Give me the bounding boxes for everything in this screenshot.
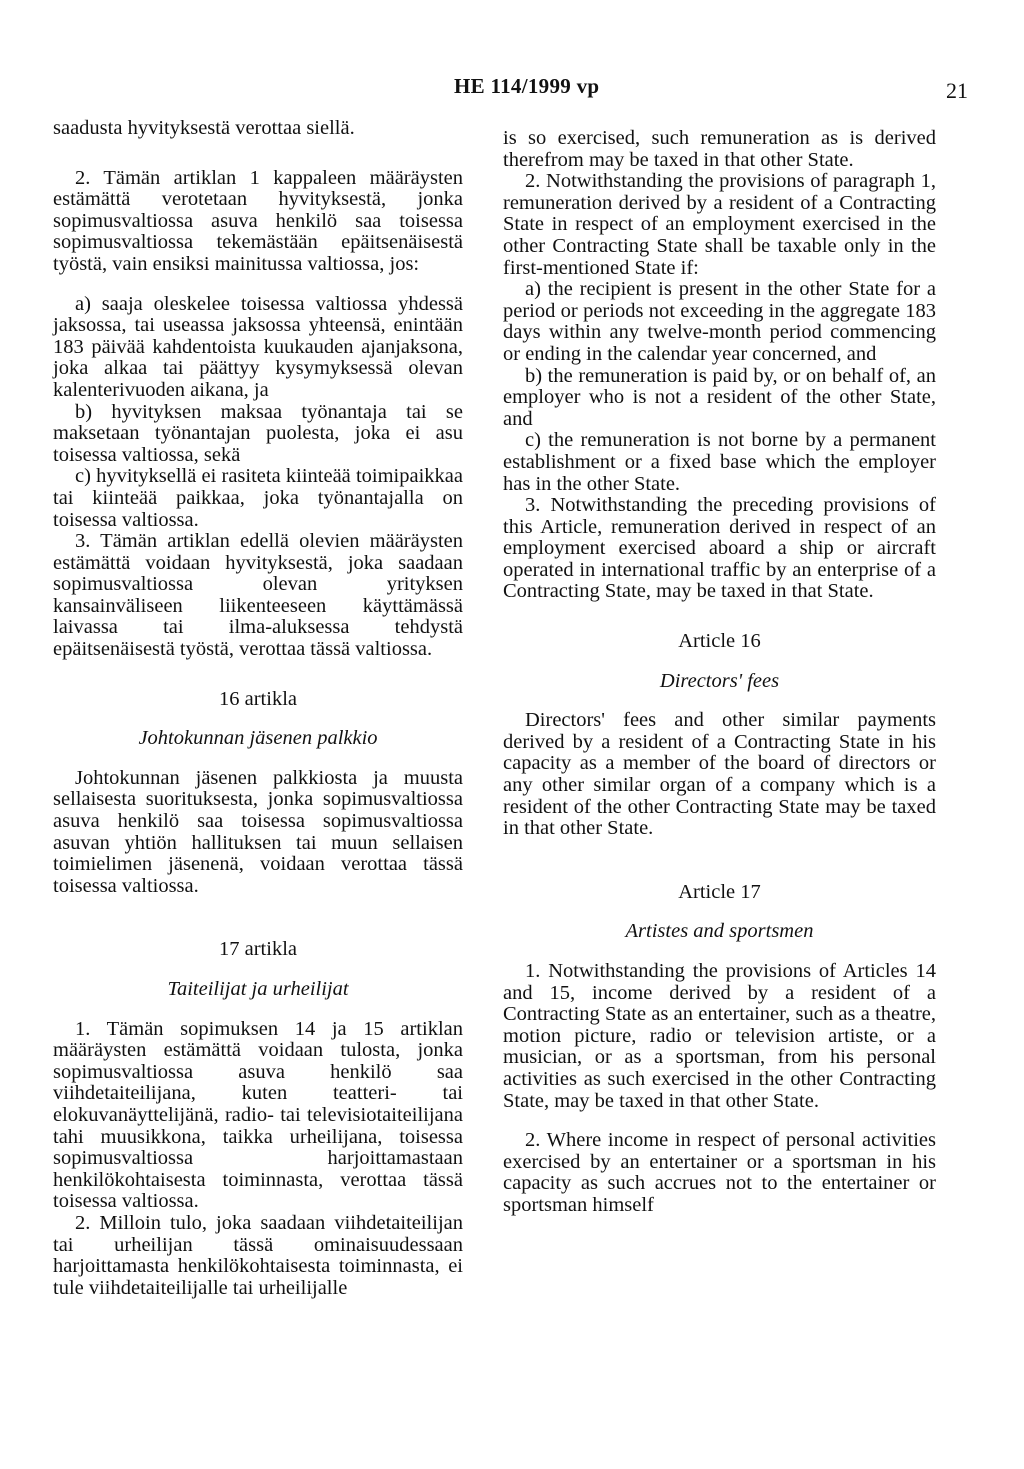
page-number: 21 bbox=[946, 78, 968, 103]
finnish-column bbox=[53, 110, 463, 1299]
article-17-heading: 17 artikla bbox=[219, 938, 297, 961]
paragraph-art15-2: 2. Notwithstanding the provisions of paragraph 1, remuneration derived by a resident of a Contracting State in respect of an employment exercised in the other Contracting State shall be taxable only in the first-mentioned State if: bbox=[503, 170, 936, 279]
paragraph-art15-3: 3. Tämän artiklan edellä olevien määräysten estämättä voidaan hyvityksestä, joka saadaan sopimusvaltiossa olevan yrityksen kansainväliseen liikenteeseen käyttämässä laivassa tai ilma-aluksessa tehdystä epäitsenäisestä työstä, verottaa tässä valtiossa. bbox=[53, 530, 463, 661]
paragraph-art15-2a: a) saaja oleskelee toisessa valtiossa yhdessä jaksossa, tai useassa jaksossa yhteensä, enintään 183 päivää kahdentoista kuukauden ajanjaksona, joka alkaa tai päättyy kysymyksessä olevan kalenterivuoden aikana, ja bbox=[53, 292, 463, 401]
paragraph-art17-1: 1. Notwithstanding the provisions of Articles 14 and 15, income derived by a resident of a Contracting State as an entertainer, such as a theatre, motion picture, radio or television artiste, or a musician, or as a sportsman, from his personal activities as such exercised in the other Contracting State, may be taxed in that other State. bbox=[503, 960, 936, 1112]
english-column bbox=[503, 110, 936, 1217]
article-17-heading: Article 17 bbox=[678, 880, 761, 903]
paragraph-art16: Johtokunnan jäsenen palkkiosta ja muusta sellaisesta suorituksesta, jonka sopimusvaltiossa asuva henkilö saa toisessa sopimusvaltiossa asuvan yhtiön hallituksen tai muun sellaisen toimielimen jäsenenä, voidaan verottaa tässä toisessa valtiossa. bbox=[53, 766, 463, 897]
paragraph-continuation: is so exercised, such remuneration as is derived therefrom may be taxed in that other State. bbox=[503, 127, 936, 171]
paragraph-art15-2b: b) hyvityksen maksaa työnantaja tai se maksetaan työnantajan puolesta, joka ei asu toisessa valtiossa, sekä bbox=[53, 400, 463, 466]
paragraph-art17-1: 1. Tämän sopimuksen 14 ja 15 artiklan määräysten estämättä voidaan tulosta, jonka sopimusvaltiossa asuva henkilö saa viihdetaiteilijana, kuten teatteri- tai elokuvanäyttelijänä, radio- tai televisiotaiteilijana tahi muusikkona, taikka urheilijana, toisessa sopimusvaltiossa harjoittamastaan henkilökohtaisesta toiminnasta, verottaa tässä toisessa valtiossa. bbox=[53, 1017, 463, 1213]
document-id: HE 114/1999 vp bbox=[454, 74, 600, 98]
page-header bbox=[0, 68, 1024, 108]
paragraph-art16: Directors' fees and other similar payments derived by a resident of a Contracting State in his capacity as a member of the board of directors or any other similar organ of a company which is a resident of the other Contracting State may be taxed in that other State. bbox=[503, 709, 936, 840]
article-16-title: Directors' fees bbox=[659, 669, 780, 692]
article-16-heading: Article 16 bbox=[678, 630, 761, 653]
paragraph-art17-2: 2. Milloin tulo, joka saadaan viihdetaiteilijan tai urheilijan tässä ominaisuudessaan harjoittamasta henkilökohtaisesta toiminnasta, ei tule viihdetaiteilijalle tai urheilijalle bbox=[53, 1211, 463, 1299]
article-17-title: Artistes and sportsmen bbox=[625, 920, 814, 943]
paragraph-art17-2: 2. Where income in respect of personal activities exercised by an entertainer or a sportsman in his capacity as such accrues not to the entertainer or sportsman himself bbox=[503, 1129, 936, 1216]
article-17-title: Taiteilijat ja urheilijat bbox=[167, 978, 349, 1000]
paragraph-art15-2b: b) the remuneration is paid by, or on behalf of, an employer who is not a resident of the other State, and bbox=[503, 364, 936, 430]
paragraph-art15-2: 2. Tämän artiklan 1 kappaleen määräysten estämättä verotetaan hyvityksestä, jonka sopimusvaltiossa asuva henkilö saa toisessa sopimusvaltiossa tekemästään epäitsenäisestä työstä, vain ensiksi mainitussa valtiossa, jos: bbox=[53, 166, 463, 275]
paragraph-art15-2a: a) the recipient is present in the other State for a period or periods not exceeding in the aggregate 183 days within any twelve-month period commencing or ending in the calendar year concerned, and bbox=[503, 278, 936, 365]
paragraph-art15-2c: c) hyvityksellä ei rasiteta kiinteää toimipaikkaa tai kiinteää paikkaa, joka työnantajalla on toisessa valtiossa. bbox=[53, 465, 463, 531]
paragraph-continuation: saadusta hyvityksestä verottaa siellä. bbox=[53, 117, 355, 139]
paragraph-art15-3: 3. Notwithstanding the preceding provisions of this Article, remuneration derived in respect of an employment exercised aboard a ship or aircraft operated in international traffic by an enterprise of a Contracting State, may be taxed in that State. bbox=[503, 494, 936, 603]
paragraph-art15-2c: c) the remuneration is not borne by a permanent establishment or a fixed base which the employer has in the other State. bbox=[503, 429, 936, 495]
article-16-heading: 16 artikla bbox=[219, 687, 297, 710]
article-16-title: Johtokunnan jäsenen palkkio bbox=[138, 727, 378, 750]
